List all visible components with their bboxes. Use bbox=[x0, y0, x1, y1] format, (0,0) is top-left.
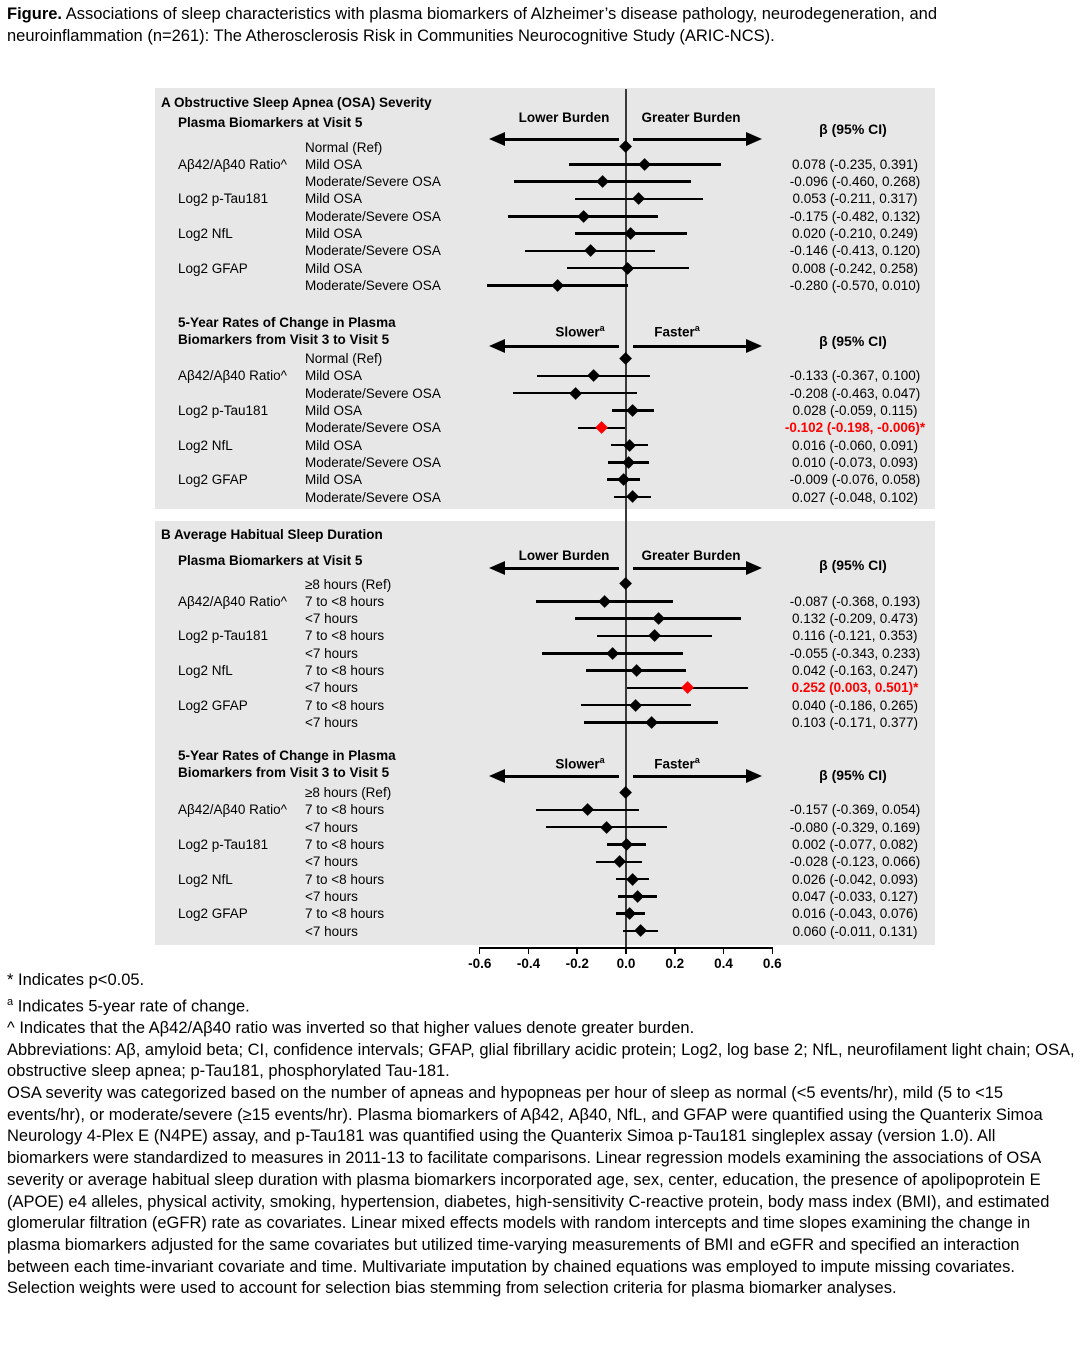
row-category-label: Mild OSA bbox=[305, 260, 363, 276]
arrow-label-right: Greater Burden bbox=[641, 548, 741, 563]
row-category-label: Moderate/Severe OSA bbox=[305, 454, 441, 470]
beta-ci-header: β (95% CI) bbox=[819, 767, 887, 783]
beta-ci-value: 0.016 (-0.043, 0.076) bbox=[791, 906, 919, 922]
row-category-label: <7 hours bbox=[305, 819, 358, 835]
row-category-label: Mild OSA bbox=[305, 472, 363, 488]
beta-ci-value: 0.132 (-0.209, 0.473) bbox=[791, 611, 919, 627]
beta-ci-value: -0.055 (-0.343, 0.233) bbox=[789, 645, 921, 661]
row-category-label: <7 hours bbox=[305, 923, 358, 939]
arrow-label-right: Greater Burden bbox=[641, 110, 741, 125]
beta-ci-value: -0.133 (-0.367, 0.100) bbox=[789, 368, 921, 384]
section-title: Biomarkers from Visit 3 to Visit 5 bbox=[178, 331, 390, 347]
row-category-label: Mild OSA bbox=[305, 191, 363, 207]
row-biomarker-label: Log2 GFAP bbox=[178, 906, 248, 922]
x-axis-tick bbox=[625, 947, 627, 954]
row-category-label: Mild OSA bbox=[305, 437, 363, 453]
row-category-label: 7 to <8 hours bbox=[305, 836, 385, 852]
section-title: 5-Year Rates of Change in Plasma bbox=[178, 315, 396, 330]
footnotes bbox=[7, 970, 1076, 1300]
row-category-label: 7 to <8 hours bbox=[305, 663, 385, 679]
row-category-label: 7 to <8 hours bbox=[305, 906, 385, 922]
beta-ci-value: -0.280 (-0.570, 0.010) bbox=[789, 278, 921, 294]
row-category-label: Moderate/Severe OSA bbox=[305, 420, 441, 436]
beta-ci-value: 0.103 (-0.171, 0.377) bbox=[791, 715, 919, 731]
beta-ci-value: 0.252 (0.003, 0.501)* bbox=[791, 680, 919, 696]
section-title: Plasma Biomarkers at Visit 5 bbox=[178, 115, 363, 130]
footnote: ^ Indicates that the Aβ42/Aβ40 ratio was inverted so that higher values denote greater burden. bbox=[7, 1018, 695, 1037]
beta-ci-value: 0.020 (-0.210, 0.249) bbox=[791, 226, 919, 242]
row-biomarker-label: Log2 NfL bbox=[178, 663, 233, 679]
row-category-label: 7 to <8 hours bbox=[305, 628, 385, 644]
row-category-label: 7 to <8 hours bbox=[305, 593, 385, 609]
superscript: a bbox=[7, 995, 14, 1008]
x-axis-tick-label: 0.2 bbox=[665, 956, 685, 971]
row-category-label: Moderate/Severe OSA bbox=[305, 243, 441, 259]
beta-ci-value: 0.010 (-0.073, 0.093) bbox=[791, 454, 919, 470]
arrow-label-left: Lower Burden bbox=[518, 110, 610, 125]
beta-ci-value: -0.208 (-0.463, 0.047) bbox=[789, 385, 921, 401]
beta-ci-value: 0.026 (-0.042, 0.093) bbox=[791, 871, 919, 887]
beta-ci-value: 0.028 (-0.059, 0.115) bbox=[792, 402, 918, 418]
x-axis-tick bbox=[576, 947, 578, 954]
x-axis-tick-label: 0.4 bbox=[714, 956, 733, 971]
beta-ci-header: β (95% CI) bbox=[819, 557, 887, 573]
superscript: a bbox=[599, 755, 605, 765]
beta-ci-value: -0.175 (-0.482, 0.132) bbox=[789, 208, 921, 224]
beta-ci-value: 0.116 (-0.121, 0.353) bbox=[792, 628, 918, 644]
figure-caption bbox=[7, 4, 1073, 47]
row-category-label: <7 hours bbox=[305, 715, 358, 731]
row-reference-label: ≥8 hours (Ref) bbox=[305, 576, 392, 592]
row-biomarker-label: Log2 p-Tau181 bbox=[178, 628, 269, 644]
beta-ci-value: -0.146 (-0.413, 0.120) bbox=[789, 243, 921, 259]
x-axis-tick bbox=[772, 947, 774, 954]
beta-ci-value: 0.060 (-0.011, 0.131) bbox=[792, 923, 918, 939]
figure-caption-label: Figure. bbox=[7, 5, 63, 23]
row-reference-label: Normal (Ref) bbox=[305, 351, 383, 366]
beta-ci-value: 0.042 (-0.163, 0.247) bbox=[791, 663, 919, 679]
footnote: Abbreviations: Aβ, amyloid beta; CI, confidence intervals; GFAP, glial fibrillary acidic protein; Log2, log base 2; NfL, neurofilament light chain; OSA, obstructive sleep apnea; p-Tau181, phosphorylated Tau-181. bbox=[7, 1040, 1075, 1081]
row-biomarker-label: Log2 p-Tau181 bbox=[178, 191, 269, 207]
row-category-label: <7 hours bbox=[305, 680, 358, 696]
panel-b-title: B Average Habitual Sleep Duration bbox=[161, 527, 383, 542]
zero-reference-line bbox=[625, 89, 626, 947]
row-category-label: Mild OSA bbox=[305, 368, 363, 384]
row-category-label: Moderate/Severe OSA bbox=[305, 385, 441, 401]
row-biomarker-label: Aβ42/Aβ40 Ratio^ bbox=[178, 368, 287, 384]
beta-ci-value: -0.087 (-0.368, 0.193) bbox=[789, 593, 921, 609]
row-category-label: Mild OSA bbox=[305, 156, 363, 172]
row-category-label: Moderate/Severe OSA bbox=[305, 489, 441, 505]
row-category-label: <7 hours bbox=[305, 645, 358, 661]
beta-ci-value: 0.053 (-0.211, 0.317) bbox=[792, 191, 918, 207]
x-axis-tick bbox=[479, 947, 481, 954]
arrow-label-left: Slower$^a$ bbox=[555, 755, 605, 772]
superscript: a bbox=[694, 755, 700, 765]
row-category-label: 7 to <8 hours bbox=[305, 697, 385, 713]
row-biomarker-label: Log2 GFAP bbox=[178, 260, 248, 276]
row-biomarker-label: Aβ42/Aβ40 Ratio^ bbox=[178, 802, 287, 818]
beta-ci-value: 0.047 (-0.033, 0.127) bbox=[791, 888, 919, 904]
row-biomarker-label: Log2 GFAP bbox=[178, 697, 248, 713]
arrow-label-left: Lower Burden bbox=[518, 548, 610, 563]
row-category-label: Mild OSA bbox=[305, 402, 363, 418]
section-title: Biomarkers from Visit 3 to Visit 5 bbox=[178, 764, 390, 780]
x-axis-tick-label: -0.4 bbox=[516, 956, 541, 971]
beta-ci-value: -0.157 (-0.369, 0.054) bbox=[789, 802, 921, 818]
superscript: a bbox=[599, 323, 605, 333]
row-category-label: 7 to <8 hours bbox=[305, 871, 385, 887]
row-biomarker-label: Log2 p-Tau181 bbox=[178, 402, 269, 418]
row-reference-label: ≥8 hours (Ref) bbox=[305, 785, 392, 800]
panel-a bbox=[155, 88, 935, 509]
beta-ci-header: β (95% CI) bbox=[819, 121, 887, 137]
section-title: Plasma Biomarkers at Visit 5 bbox=[178, 553, 363, 568]
x-axis-tick-label: -0.6 bbox=[468, 956, 492, 971]
row-reference-label: Normal (Ref) bbox=[305, 139, 383, 155]
beta-ci-value: -0.102 (-0.198, -0.006)* bbox=[784, 420, 926, 436]
row-biomarker-label: Log2 NfL bbox=[178, 226, 233, 242]
x-axis-tick-label: -0.2 bbox=[565, 956, 589, 971]
row-category-label: Moderate/Severe OSA bbox=[305, 278, 441, 294]
superscript: a bbox=[694, 323, 700, 333]
row-biomarker-label: Aβ42/Aβ40 Ratio^ bbox=[178, 156, 287, 172]
beta-ci-value: -0.009 (-0.076, 0.058) bbox=[789, 472, 921, 488]
row-biomarker-label: Log2 NfL bbox=[178, 437, 233, 453]
arrow-label-right: Faster$^a$ bbox=[654, 323, 700, 340]
x-axis-tick bbox=[528, 947, 530, 954]
x-axis-tick-label: 0.6 bbox=[762, 956, 782, 971]
footnote: * Indicates p<0.05. bbox=[7, 971, 145, 989]
row-category-label: <7 hours bbox=[305, 611, 358, 627]
row-category-label: Moderate/Severe OSA bbox=[305, 174, 441, 190]
arrow-label-left: Slower$^a$ bbox=[555, 323, 605, 340]
beta-ci-value: 0.078 (-0.235, 0.391) bbox=[791, 156, 919, 172]
beta-ci-value: -0.080 (-0.329, 0.169) bbox=[789, 819, 921, 835]
beta-ci-value: 0.002 (-0.077, 0.082) bbox=[791, 836, 919, 852]
arrow-label-right: Faster$^a$ bbox=[654, 755, 700, 772]
row-category-label: 7 to <8 hours bbox=[305, 802, 385, 818]
section-title: 5-Year Rates of Change in Plasma bbox=[178, 748, 396, 763]
footnote: $^a$ Indicates 5-year rate of change. bbox=[7, 995, 250, 1016]
beta-ci-value: 0.027 (-0.048, 0.102) bbox=[791, 489, 919, 505]
panel-a-title: A Obstructive Sleep Apnea (OSA) Severity bbox=[161, 95, 432, 110]
beta-ci-value: 0.040 (-0.186, 0.265) bbox=[791, 697, 919, 713]
beta-ci-value: -0.096 (-0.460, 0.268) bbox=[789, 174, 921, 190]
row-biomarker-label: Log2 GFAP bbox=[178, 472, 248, 488]
row-biomarker-label: Log2 p-Tau181 bbox=[178, 836, 269, 852]
x-axis-tick bbox=[723, 947, 725, 954]
beta-ci-value: -0.028 (-0.123, 0.066) bbox=[789, 854, 921, 870]
beta-ci-header: β (95% CI) bbox=[819, 333, 887, 349]
row-biomarker-label: Log2 NfL bbox=[178, 871, 233, 887]
row-category-label: <7 hours bbox=[305, 854, 358, 870]
beta-ci-value: 0.008 (-0.242, 0.258) bbox=[791, 260, 919, 276]
row-category-label: Mild OSA bbox=[305, 226, 363, 242]
x-axis-tick bbox=[674, 947, 676, 954]
row-category-label: <7 hours bbox=[305, 888, 358, 904]
row-biomarker-label: Aβ42/Aβ40 Ratio^ bbox=[178, 593, 287, 609]
beta-ci-value: 0.016 (-0.060, 0.091) bbox=[791, 437, 919, 453]
figure-caption-text: Associations of sleep characteristics with plasma biomarkers of Alzheimer’s disease pathology, neurodegeneration, and neuroinflammation (n=261): The Atherosclerosis Risk in Communities Neurocognitive Study (ARIC-NCS). bbox=[7, 5, 937, 45]
x-axis-tick-label: 0.0 bbox=[616, 956, 636, 971]
panel-b bbox=[155, 521, 935, 945]
row-category-label: Moderate/Severe OSA bbox=[305, 208, 441, 224]
footnote: OSA severity was categorized based on the number of apneas and hypopneas per hour of sleep as normal (<5 events/hr), mild (5 to <15 events/hr), or moderate/severe (≥15 events/hr). Plasma biomarkers of Aβ42, Aβ40, NfL, and GFAP were quantified using the Quanterix Simoa Neurology 4-Plex E (N4PE) assay, and p-Tau181 was quantified using the Quanterix Simoa p-Tau181 singleplex assay (version 1.0). All biomarkers were standardized to measures in 2011-13 to facilitate comparisons. Linear regression models examining the associations of OSA severity or average habitual sleep duration with plasma biomarkers incorporated age, sex, center, education, the presence of apolipoprotein E (APOE) e4 alleles, physical activity, smoking, hypertension, diabetes, high-sensitivity C-reactive protein, body mass index (BMI), and estimated glomerular filtration (eGFR) rate as covariates. Linear mixed effects models with random intercepts and time slopes examining the change in plasma biomarkers adjusted for the same covariates but utilized time-varying measurements of BMI and eGFR and specified an interaction between each time-invariant covariate and time. Multivariate imputation by chained equations was employed to impute missing covariates. Selection weights were used to account for selection bias stemming from selection criteria for plasma biomarker analyses. bbox=[7, 1084, 1050, 1298]
